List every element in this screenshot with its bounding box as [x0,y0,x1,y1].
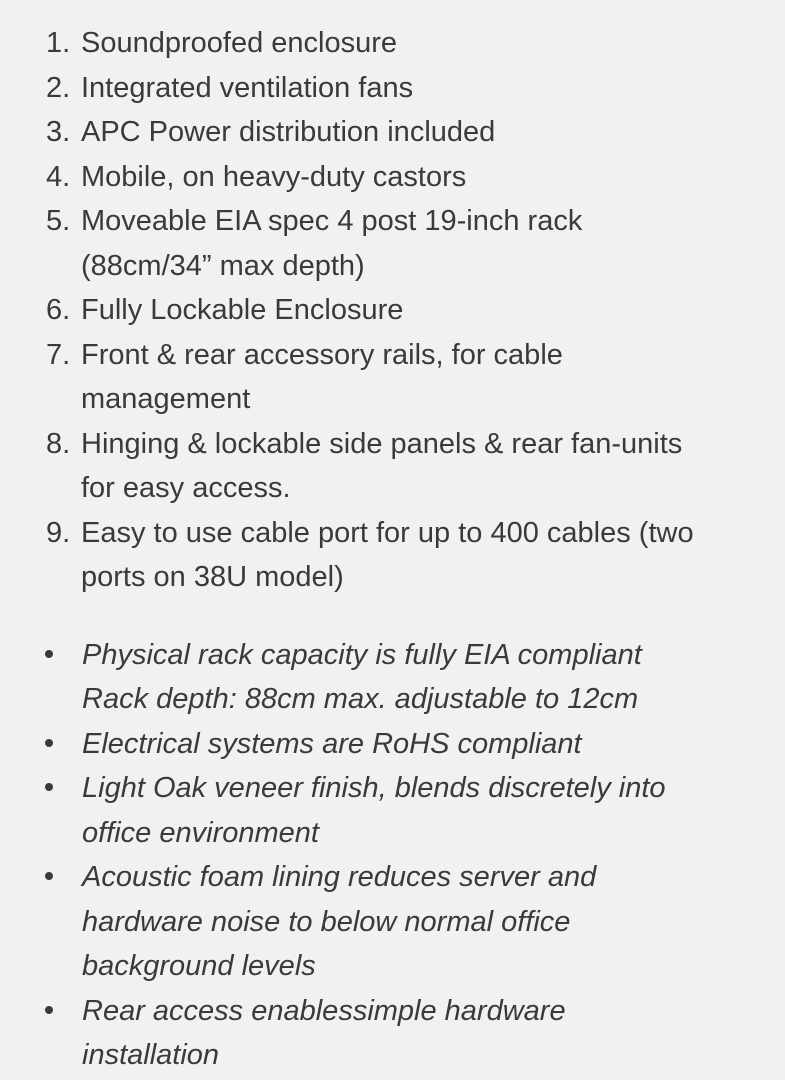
list-text: Easy to use cable port for up to 400 cables (two [81,516,694,549]
list-item [0,199,785,288]
list-text: Acoustic foam lining reduces server and [82,861,597,893]
list-text: Fully Lockable Enclosure [81,294,404,326]
bullet-icon [45,783,53,791]
specs-list [0,633,785,1078]
list-number: 2. [46,71,71,104]
list-item [0,333,785,422]
list-text: Mobile, on heavy-duty castors [81,160,467,193]
list-text: Physical rack capacity is fully EIA compliant [82,638,642,671]
list-text: Integrated ventilation fans [81,71,414,104]
list-item [0,66,785,111]
list-item [0,288,785,333]
list-item [0,511,785,600]
list-text: ports on 38U model) [81,561,344,593]
list-item [0,633,785,722]
list-text: Light Oak veneer finish, blends discretely into [82,772,666,804]
list-text: Rear access enablessimple hardware [82,994,566,1027]
list-number: 1. [46,27,71,59]
bullet-icon [45,1006,53,1014]
list-number: 8. [46,427,71,460]
bullet-icon [45,872,53,880]
list-item [0,21,785,66]
list-text: Electrical systems are RoHS compliant [82,727,582,760]
list-text: Soundproofed enclosure [81,27,398,59]
list-number: 6. [46,294,71,326]
list-item [0,422,785,511]
list-number: 5. [46,205,71,237]
list-text: hardware noise to below normal office [82,905,571,938]
list-item [0,855,785,989]
list-number: 7. [46,338,71,371]
list-text: APC Power distribution included [81,116,496,148]
features-list [0,21,785,600]
list-item [0,110,785,155]
list-number: 4. [46,160,71,193]
list-text: (88cm/34” max depth) [81,249,365,282]
list-text: Rack depth: 88cm max. adjustable to 12cm [82,683,639,715]
list-text: Hinging & lockable side panels & rear fan-units [81,427,683,460]
list-number: 3. [46,116,71,148]
list-text: installation [82,1039,220,1071]
list-text: Moveable EIA spec 4 post 19-inch rack [81,205,583,237]
document-body [0,21,785,1078]
bullet-icon [45,739,53,747]
list-item [0,766,785,855]
list-text: office environment [82,816,319,849]
list-text: background levels [82,950,316,982]
list-item [0,989,785,1078]
list-text: management [81,383,251,415]
list-text: for easy access. [81,472,291,504]
list-text: Front & rear accessory rails, for cable [81,338,563,371]
bullet-icon [45,650,53,658]
list-number: 9. [46,516,71,549]
list-item [0,722,785,767]
list-item [0,155,785,200]
